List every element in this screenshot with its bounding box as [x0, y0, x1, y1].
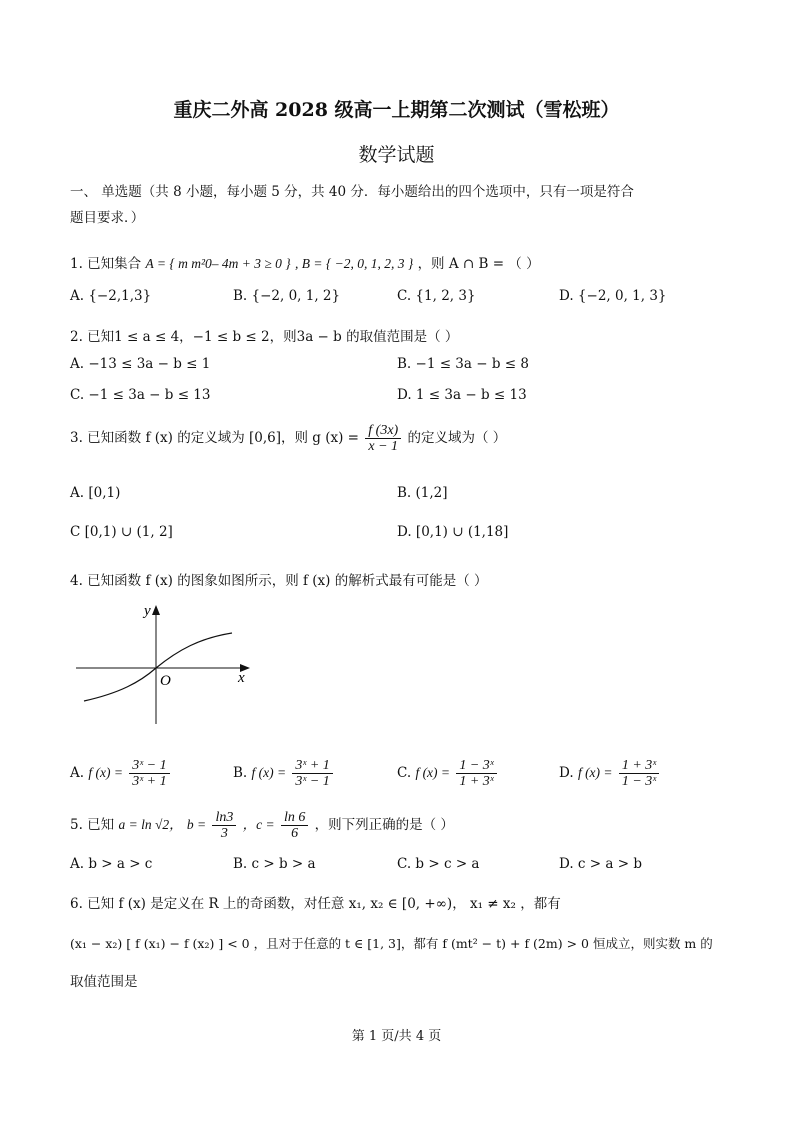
- q4-option-b: [233, 758, 335, 789]
- function-curve: [84, 633, 232, 701]
- q4-option-a-lhs: f (x) =: [88, 765, 123, 780]
- q5-b-numerator: ln3: [212, 810, 236, 826]
- q4-option-a-numerator: 3ˣ − 1: [129, 758, 169, 774]
- q1-option-c: C. {1, 2, 3}: [397, 288, 476, 304]
- q3-option-a: A. [0,1): [70, 485, 121, 501]
- q5-option-c: C. b > c > a: [397, 856, 480, 872]
- q4-option-a: [70, 758, 172, 789]
- q6-line1: 6. 已知 f (x) 是定义在 R 上的奇函数，对任意 x₁, x₂ ∈ [0, +∞)， x₁ ≠ x₂ ，都有: [70, 896, 561, 912]
- q2-option-b: B. −1 ≤ 3a − b ≤ 8: [397, 356, 529, 372]
- q5-b-lhs: b =: [186, 817, 207, 832]
- q4-option-c-numerator: 1 − 3ˣ: [456, 758, 496, 774]
- q4-option-c: [397, 758, 499, 789]
- y-axis-arrow: [152, 605, 160, 615]
- q3-option-d: D. [0,1) ∪ (1,18]: [397, 524, 509, 540]
- q2-stem: 2. 已知1 ≤ a ≤ 4，−1 ≤ b ≤ 2，则3a − b 的取值范围是（ ）: [70, 329, 459, 345]
- q4-option-d-numerator: 1 + 3ˣ: [619, 758, 659, 774]
- q4-option-d-fraction: [619, 758, 659, 789]
- q4-option-c-denominator: 1 + 3ˣ: [459, 774, 494, 789]
- q1-suffix: ，则 A ∩ B = （ ）: [417, 256, 540, 272]
- q4-option-b-numerator: 3ˣ + 1: [292, 758, 332, 774]
- q3-stem: [70, 423, 506, 454]
- q5-option-b: B. c > b > a: [233, 856, 316, 872]
- q4-option-a-denominator: 3ˣ + 1: [132, 774, 167, 789]
- q3-denominator: x − 1: [368, 439, 399, 454]
- q5-prefix: 5. 已知: [70, 817, 115, 833]
- x-axis-label: x: [238, 670, 245, 686]
- q4-stem: 4. 已知函数 f (x) 的图象如图所示，则 f (x) 的解析式最有可能是（ ）: [70, 573, 488, 589]
- q4-option-d-label: D.: [559, 765, 574, 781]
- q6-line3: 取值范围是: [70, 974, 138, 990]
- q5-c-lhs: ，c =: [242, 817, 275, 832]
- q4-option-b-label: B.: [233, 765, 248, 781]
- q5-a-definition: a = ln √2，: [118, 817, 183, 832]
- q4-option-c-fraction: [456, 758, 496, 789]
- section-heading-line2: 题目要求．）: [70, 210, 145, 226]
- q5-suffix: ，则下列正确的是（ ）: [314, 817, 454, 833]
- q5-c-fraction: [281, 810, 308, 841]
- q5-c-denominator: 6: [291, 826, 299, 841]
- q4-option-a-fraction: [129, 758, 169, 789]
- q3-fraction: [365, 423, 401, 454]
- q5-stem: [70, 810, 454, 841]
- q3-option-b: B. (1,2]: [397, 485, 448, 501]
- q1-set-b: , B = { −2, 0, 1, 2, 3 }: [295, 256, 414, 271]
- q4-option-d: [559, 758, 661, 789]
- exam-title: 重庆二外高 2028 级高一上期第二次测试（雪松班）: [173, 99, 620, 121]
- q4-option-d-denominator: 1 − 3ˣ: [621, 774, 657, 789]
- q2-option-d: D. 1 ≤ 3a − b ≤ 13: [397, 387, 527, 403]
- q5-b-denominator: 3: [220, 826, 228, 841]
- q3-suffix: 的定义域为（ ）: [407, 430, 507, 446]
- q5-option-a: A. b > a > c: [70, 856, 153, 872]
- q4-option-b-fraction: [292, 758, 332, 789]
- origin-label: O: [160, 673, 171, 689]
- q1-option-b: B. {−2, 0, 1, 2}: [233, 288, 341, 304]
- q1-set-a: A = { m m²0– 4m + 3 ≥ 0 }: [145, 256, 291, 271]
- q4-option-b-lhs: f (x) =: [251, 765, 287, 780]
- q4-option-c-lhs: f (x) =: [415, 765, 451, 780]
- q1-stem: [70, 252, 540, 272]
- q4-option-b-denominator: 3ˣ − 1: [295, 774, 330, 789]
- section-heading-line1: 一、 单选题（共 8 小题，每小题 5 分，共 40 分．每小题给出的四个选项中，只有一项是符合: [70, 184, 634, 200]
- q4-function-graph: [70, 598, 260, 728]
- q5-option-d: D. c > a > b: [559, 856, 642, 872]
- q2-option-c: C. −1 ≤ 3a − b ≤ 13: [70, 387, 211, 403]
- q3-numerator: f (3x): [365, 423, 401, 439]
- q1-prefix: 1. 已知集合: [70, 256, 142, 272]
- q4-option-d-lhs: f (x) =: [577, 765, 613, 780]
- q3-option-c: C [0,1) ∪ (1, 2]: [70, 524, 173, 540]
- q6-line2: (x₁ − x₂) [ f (x₁) − f (x₂) ] < 0 ，且对于任意的 t ∈ [1, 3]，都有 f (mt² − t) + f (2m) > 0 恒成立，则实数 m 的: [70, 936, 713, 951]
- q5-b-fraction: [212, 810, 236, 841]
- exam-subtitle: 数学试题: [358, 144, 435, 166]
- q2-option-a: A. −13 ≤ 3a − b ≤ 1: [70, 356, 211, 372]
- q3-prefix: 3. 已知函数 f (x) 的定义域为 [0,6]，则 g (x) =: [70, 430, 359, 446]
- q1-option-d: D. {−2, 0, 1, 3}: [559, 288, 667, 304]
- q4-option-a-label: A.: [70, 765, 85, 781]
- q5-c-numerator: ln 6: [281, 810, 308, 826]
- q4-option-c-label: C.: [397, 765, 412, 781]
- q1-option-a: A. {−2,1,3}: [70, 288, 152, 304]
- page-footer: 第 1 页/共 4 页: [351, 1029, 442, 1044]
- y-axis-label: y: [144, 603, 151, 619]
